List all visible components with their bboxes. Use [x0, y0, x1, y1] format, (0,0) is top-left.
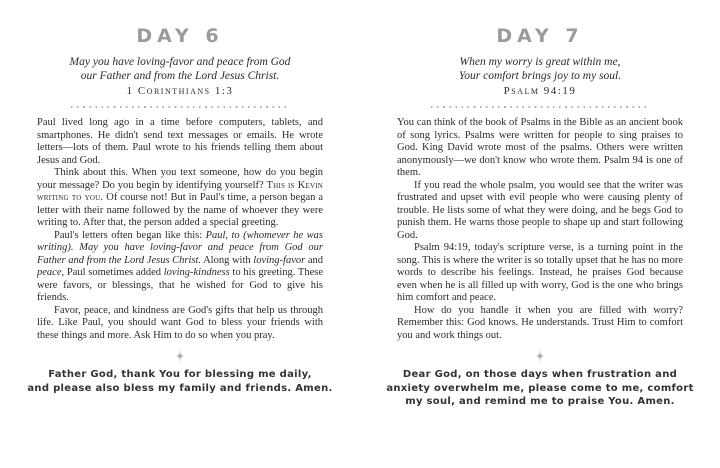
scripture-reference: 1 Corinthians 1:3: [126, 85, 234, 97]
devotional-paragraph: If you read the whole psalm, you would see that the writer was frustrated and upset with evil people who were causing plenty of trouble. He lists some of what they were doing, and he begs God to punish them. He warns those people to shape up and start following God.: [397, 179, 683, 241]
devotional-paragraph: Paul lived long ago in a time before computers, tablets, and smartphones. He didn't send text messages or emails. He wrote letters—lots of them. Paul wrote to his friends telling them about Jesus and God.: [37, 117, 323, 166]
dotted-divider: [71, 106, 289, 108]
devotional-paragraph: Think about this. When you text someone, how do you begin your message? Do you begin by identifying yourself? This is Kevin writing to you. Of course not! But in Paul's time, a person began a letter with their name followed by the name of whoever they were writing to. After that, the person added a special greeting.: [37, 167, 323, 228]
day-heading: DAY 7: [496, 25, 584, 47]
devotional-paragraph: Psalm 94:19, today's scripture verse, is a turning point in the song. This is where the writer is so totally upset that he has no more words to describe his feelings. Instead, he praises God because even when he is all filled up with worry, God is the one who brings him comfort and peace.: [397, 242, 683, 303]
scripture-verse: May you have loving-favor and peace from God our Father and from the Lord Jesus Christ.: [69, 56, 291, 82]
devotional-paragraph: How do you handle it when you are filled with worry? Remember this: God knows. He understands. Trust Him to comfort you and work things out.: [397, 304, 683, 341]
devotional-body: [397, 117, 683, 342]
prayer-text: Dear God, on those days when frustration and anxiety overwhelm me, please come to me, comfort my soul, and remind me to praise You. Amen.: [386, 369, 694, 407]
devotional-paragraph: Favor, peace, and kindness are God's gifts that help us through life. Like Paul, you should want God to bless your friends with these things and more. Ask Him to do so when you pray.: [37, 304, 323, 341]
prayer-text: Father God, thank You for blessing me daily, and please also bless my family and friends. Amen.: [27, 369, 333, 394]
dotted-divider: [431, 106, 649, 108]
devotional-paragraph: Paul's letters often began like this: Paul, to (whomever he was writing). May you have loving-favor and peace from God our Father and from the Lord Jesus Christ. Along with loving-favor and peace, Paul sometimes added loving-kindness to his greeting. These were favors, or blessings, that he wished for God to give his friends.: [37, 229, 323, 303]
page-day-7: [360, 0, 720, 468]
sparkle-icon: [0, 348, 360, 364]
scripture-verse: When my worry is great within me, Your comfort brings joy to my soul.: [458, 56, 622, 82]
devotional-body: [37, 117, 323, 342]
scripture-reference: Psalm 94:19: [503, 85, 577, 97]
devotional-paragraph: You can think of the book of Psalms in the Bible as an ancient book of song lyrics. Psalms were written for people to sing praises to God. King David wrote most of the psalms. Others were written anonymously—we don't know who wrote them. Psalm 94 is one of them.: [397, 117, 683, 178]
day-heading: DAY 6: [136, 25, 224, 47]
sparkle-icon: [360, 348, 720, 364]
